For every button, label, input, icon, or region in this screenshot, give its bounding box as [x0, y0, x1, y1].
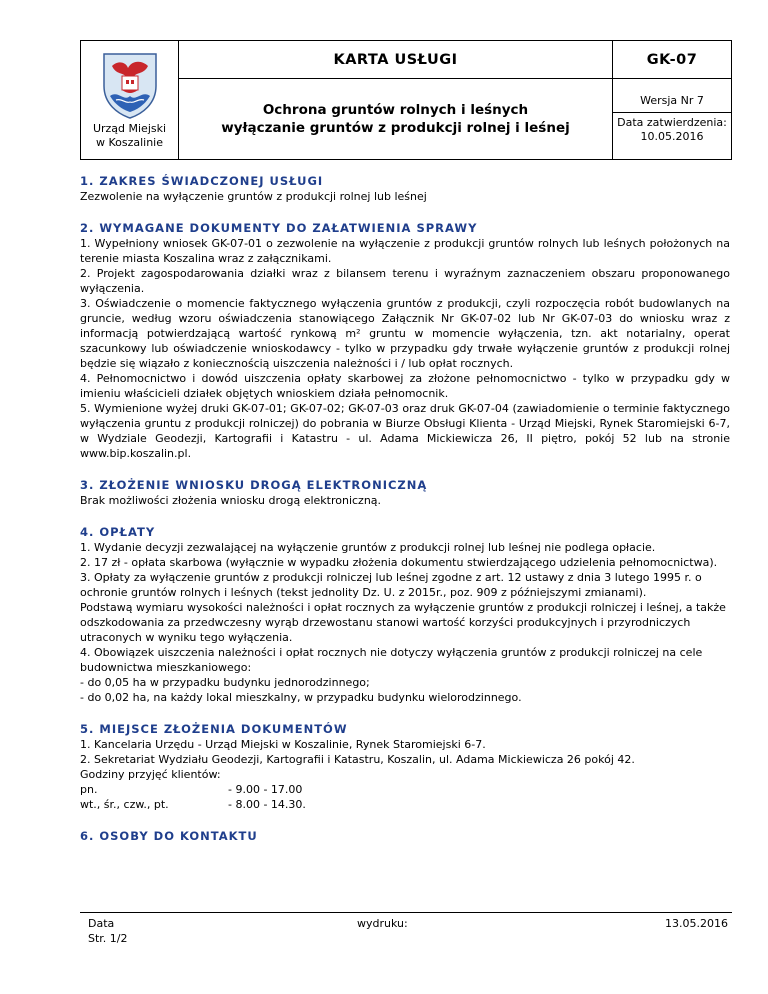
section-title: 5. MIEJSCE ZŁOŻENIA DOKUMENTÓW — [80, 722, 348, 736]
office-line-2: w Koszalinie — [95, 136, 164, 149]
hours-time: - 8.00 - 14.30. — [228, 798, 306, 811]
list-item: - do 0,05 ha w przypadku budynku jednorodzinnego; — [80, 676, 370, 689]
header-table — [80, 40, 732, 160]
section-electronic-submission — [80, 478, 730, 508]
hours-days: pn. — [80, 783, 98, 796]
service-title-line-1: Ochrona gruntów rolnych i leśnych — [262, 102, 529, 118]
footer-print-label: wydruku: — [357, 917, 408, 930]
card-title: KARTA USŁUGI — [179, 41, 613, 79]
footer-print-date: 13.05.2016 — [665, 917, 728, 930]
list-item: 1. Wypełniony wniosek GK-07-01 o zezwolenie na wyłączenie z produkcji gruntów rolnych lub leśnych położonych na terenie miasta Koszalina wraz z załącznikami. — [80, 237, 730, 265]
list-item: 4. Obowiązek uiszczenia należności i opłat rocznych nie dotyczy wyłączenia gruntów z produkcji rolniczej na cele budownictwa mieszkaniowego: — [80, 646, 703, 674]
list-item: 3. Oświadczenie o momencie faktycznego wyłączenia gruntów z produkcji, czyli rozpoczęcia robót budowlanych na gruncie, według wzoru oświadczenia stanowiącego Załącznik Nr GK-07-02 lub Nr GK-07-03 do wniosku wraz z informacją potwierdzającą wartość rynkową m² gruntu w momencie wyłączenia, tzn. akt notarialny, operat szacunkowy lub oświadczenie wnioskodawcy - tylko w przypadku gdy trwałe wyłączenie gruntów z produkcji rolnej będzie się wiązało z koniecznością uiszczenia należności i / lub opłat rocznych. — [80, 297, 730, 370]
section-fees — [80, 525, 730, 705]
card-code: GK-07 — [613, 41, 732, 79]
list-item: - do 0,02 ha, na każdy lokal mieszkalny, w przypadku budynku wielorodzinnego. — [80, 691, 522, 704]
list-item: 1. Wydanie decyzji zezwalającej na wyłączenie gruntów z produkcji rolnej lub leśnej nie podlega opłacie. — [80, 541, 656, 554]
section-title: 3. ZŁOŻENIE WNIOSKU DROGĄ ELEKTRONICZNĄ — [80, 478, 428, 492]
paragraph: Brak możliwości złożenia wniosku drogą elektroniczną. — [80, 494, 382, 507]
logo-cell — [81, 41, 179, 160]
section-contacts — [80, 829, 730, 844]
list-item: 2. 17 zł - opłata skarbowa (wyłącznie w wypadku złożenia dokumentu stwierdzającego udzielenia pełnomocnictwa). — [80, 556, 718, 569]
list-item: 1. Kancelaria Urzędu - Urząd Miejski w Koszalinie, Rynek Staromiejski 6-7. — [80, 738, 486, 751]
section-title: 1. ZAKRES ŚWIADCZONEJ USŁUGI — [80, 174, 324, 188]
service-title-cell — [179, 79, 613, 160]
office-name — [81, 122, 178, 150]
paragraph: Zezwolenie na wyłączenie gruntów z produkcji rolnej lub leśnej — [80, 190, 427, 203]
approval-label: Data zatwierdzenia: — [617, 116, 727, 129]
footer-date-label: Data — [88, 917, 115, 930]
city-crest-icon — [98, 50, 162, 120]
list-item: 2. Projekt zagospodarowania działki wraz z bilansem terenu i wyraźnym zaznaczeniem obszaru proponowanego wyłączenia. — [80, 267, 730, 295]
version-cell — [613, 79, 732, 160]
hours-row — [80, 782, 730, 797]
approval-date: 10.05.2016 — [640, 130, 704, 143]
version-label: Wersja Nr 7 — [613, 94, 731, 113]
list-item: 5. Wymienione wyżej druki GK-07-01; GK-07-02; GK-07-03 oraz druk GK-07-04 (zawiadomienie o terminie faktycznego wyłączenia gruntu z produkcji rolniczej) do pobrania w Biurze Obsługi Klienta - Urząd Miejski, Rynek Staromiejski 6-7, w Wydziale Geodezji, Kartografii i Katastru - ul. Adama Mickiewicza 26, II piętro, pokój 52 lub na stronie www.bip.koszalin.pl. — [80, 402, 730, 460]
list-item: 3. Opłaty za wyłączenie gruntów z produkcji rolniczej lub leśnej zgodne z art. 12 ustawy z dnia 3 lutego 1995 r. o ochronie gruntów rolnych i leśnych (tekst jednolity Dz. U. z 2015r., poz. 909 z późniejszymi zmianami). — [80, 571, 702, 599]
footer-divider — [80, 912, 732, 913]
section-title: 2. WYMAGANE DOKUMENTY DO ZAŁATWIENIA SPRAWY — [80, 221, 478, 235]
hours-days: wt., śr., czw., pt. — [80, 798, 169, 811]
section-scope — [80, 174, 730, 204]
list-item: 4. Pełnomocnictwo i dowód uiszczenia opłaty skarbowej za złożone pełnomocnictwo - tylko w przypadku gdy w imieniu właścicieli działek objętych wnioskiem działa pełnomocnik. — [80, 372, 730, 400]
hours-row — [80, 797, 730, 812]
section-required-documents — [80, 221, 730, 461]
section-submission-place — [80, 722, 730, 812]
footer-page-number: Str. 1/2 — [88, 932, 128, 945]
list-item: Podstawą wymiaru wysokości należności i opłat rocznych za wyłączenie gruntów z produkcji rolniczej i leśnej, a także odszkodowania za przedwczesny wyrąb drzewostanu stanowi wartość korzyści produkcyjnych i przyrodniczych utraconych w wyniku tego wyłączenia. — [80, 601, 726, 644]
list-item: Godziny przyjęć klientów: — [80, 768, 221, 781]
section-title: 6. OSOBY DO KONTAKTU — [80, 829, 258, 843]
document-body — [80, 174, 730, 861]
service-title-line-2: wyłączanie gruntów z produkcji rolnej i leśnej — [221, 120, 570, 136]
hours-time: - 9.00 - 17.00 — [228, 783, 303, 796]
office-line-1: Urząd Miejski — [92, 122, 167, 135]
section-title: 4. OPŁATY — [80, 525, 156, 539]
list-item: 2. Sekretariat Wydziału Geodezji, Kartografii i Katastru, Koszalin, ul. Adama Mickiewicza 26 pokój 42. — [80, 753, 635, 766]
